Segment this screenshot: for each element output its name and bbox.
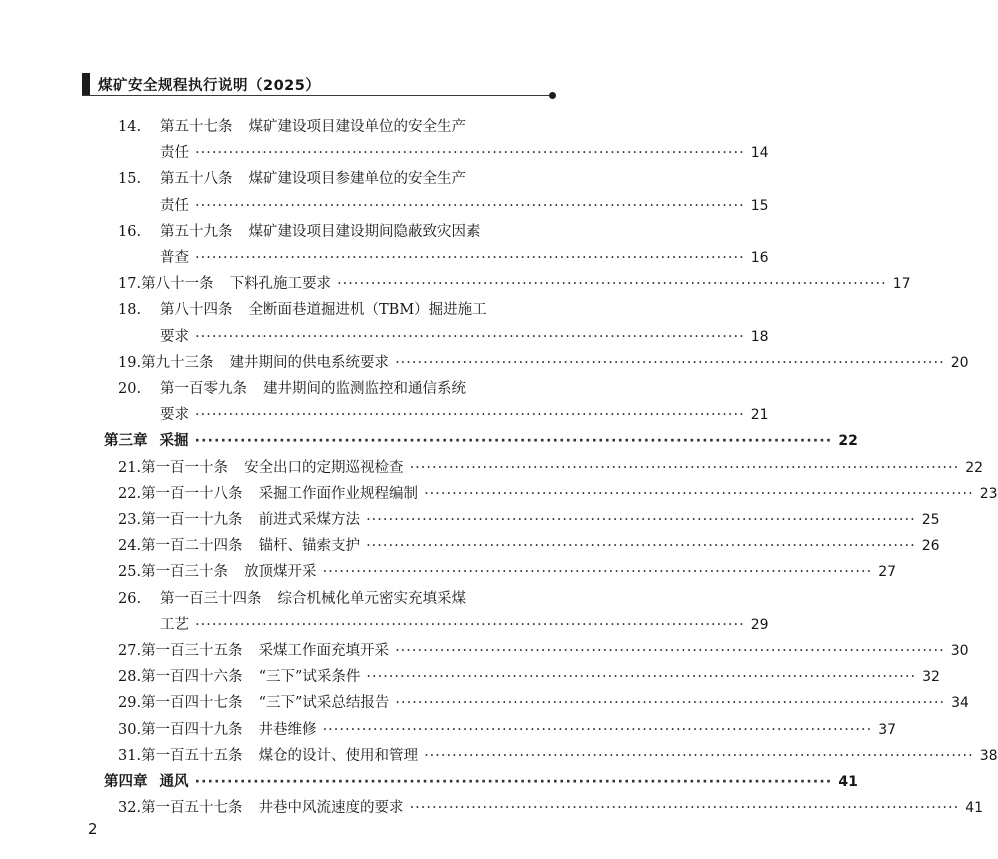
article-number: 第一百一十条 <box>141 459 229 476</box>
entry-number: 21. <box>118 459 142 476</box>
entry-title: 井巷维修 <box>258 721 317 738</box>
article-number: 第一百五十五条 <box>141 747 243 764</box>
entry-number: 18. <box>118 302 142 319</box>
chapter-number: 第四章 <box>104 774 148 790</box>
article-number: 第八十四条 <box>160 302 233 319</box>
article-number: 第一百三十条 <box>141 564 229 581</box>
page-ref: 18 <box>750 328 769 345</box>
entry-title: 建井期间的监测监控和通信系统 <box>263 381 466 397</box>
page-ref: 23 <box>979 485 998 502</box>
page-ref: 16 <box>750 250 769 266</box>
dot-leader: ·································································································· <box>366 538 916 555</box>
page-ref: 26 <box>921 538 940 555</box>
entry-number: 17. <box>118 276 142 293</box>
dot-leader: ·································································································· <box>395 354 945 371</box>
entry-title: 全断面巷道掘进机（TBM）掘进施工 <box>248 302 487 319</box>
toc-entry-continuation <box>160 327 769 347</box>
page-ref: 20 <box>950 354 969 371</box>
chapter-number: 第三章 <box>104 433 148 450</box>
page-ref: 27 <box>878 564 897 581</box>
toc-entry <box>118 536 940 556</box>
toc-entry <box>118 274 911 294</box>
entry-title-cont: 责任 <box>160 197 189 214</box>
page-ref: 30 <box>950 643 969 659</box>
dot-leader: ·································································································· <box>195 328 745 345</box>
article-number: 第一百一十九条 <box>141 512 243 528</box>
dot-leader: ·································································································· <box>194 774 833 790</box>
chapter-title <box>104 431 189 451</box>
chapter-heading <box>104 772 858 792</box>
entry-number: 31. <box>118 747 142 764</box>
dot-leader: ·································································································· <box>366 512 916 528</box>
chapter-heading <box>104 431 858 451</box>
article-number: 第一百五十七条 <box>141 800 243 817</box>
toc-entry <box>118 746 998 766</box>
dot-leader: ·································································································· <box>337 276 887 293</box>
toc-entry-continuation <box>160 405 769 425</box>
header-title: 煤矿安全规程执行说明（2025） <box>98 77 321 94</box>
article-number: 第九十三条 <box>141 354 214 371</box>
page-number: 2 <box>88 820 98 838</box>
dot-leader: ·································································································· <box>395 695 946 712</box>
entry-number: 25. <box>118 564 142 581</box>
toc-entry <box>118 484 998 504</box>
entry-number: 15. <box>118 171 142 188</box>
entry-number: 20. <box>118 381 142 397</box>
entry-title: 煤矿建设项目建设期间隐蔽致灾因素 <box>248 223 481 240</box>
page-ref: 22 <box>838 433 858 450</box>
header-block <box>82 73 320 95</box>
entry-number: 30. <box>118 721 142 738</box>
entry-number: 23. <box>118 512 142 528</box>
article-number: 第五十七条 <box>160 119 233 135</box>
entry-title: 井巷中风流速度的要求 <box>258 800 404 817</box>
page-ref: 21 <box>750 407 769 424</box>
entry-number: 32. <box>118 800 142 817</box>
header-dot <box>549 92 556 99</box>
dot-leader: ·································································································· <box>322 564 873 581</box>
entry-title: “三下”试采条件 <box>258 669 361 686</box>
dot-leader: ·································································································· <box>409 800 960 817</box>
article-number: 第一百零九条 <box>160 381 247 397</box>
page-ref: 41 <box>838 774 858 790</box>
entry-title-cont: 普查 <box>160 250 189 266</box>
page-ref: 38 <box>979 747 998 764</box>
dot-leader: ·································································································· <box>395 643 945 659</box>
entry-number: 28. <box>118 669 142 686</box>
dot-leader: ·································································································· <box>195 250 745 266</box>
chapter-title <box>104 772 189 792</box>
page-ref: 34 <box>951 695 969 712</box>
article-number: 第一百二十四条 <box>141 538 243 555</box>
toc-entry <box>118 562 897 582</box>
entry-number: 27. <box>118 643 142 659</box>
dot-leader: ·································································································· <box>424 485 974 502</box>
toc-entry <box>118 641 969 661</box>
entry-title: 采煤工作面充填开采 <box>258 643 390 659</box>
toc-entry <box>118 353 969 373</box>
toc-entry-continuation <box>160 248 769 268</box>
toc-entry <box>118 798 984 818</box>
entry-title-cont: 要求 <box>160 328 189 345</box>
article-number: 第一百三十五条 <box>141 643 243 659</box>
entry-title: 建井期间的供电系统要求 <box>229 354 390 371</box>
dot-leader: ·································································································· <box>409 459 960 476</box>
toc-entry <box>118 117 466 137</box>
page-ref: 22 <box>965 459 984 476</box>
page-ref: 14 <box>750 145 769 162</box>
toc-entry <box>118 667 940 687</box>
entry-number: 29. <box>118 695 142 712</box>
entry-title: 采掘工作面作业规程编制 <box>258 485 419 502</box>
toc-entry-continuation <box>160 143 769 163</box>
article-number: 第八十一条 <box>141 276 214 293</box>
article-number: 第五十八条 <box>160 171 233 188</box>
entry-title: 放顶煤开采 <box>244 564 317 581</box>
toc-entry-continuation <box>160 196 769 216</box>
page-ref: 15 <box>750 197 769 214</box>
chapter-name: 通风 <box>159 774 189 790</box>
entry-number: 26. <box>118 590 142 607</box>
dot-leader: ·································································································· <box>195 407 745 424</box>
article-number: 第一百三十四条 <box>160 590 262 607</box>
header-rule <box>82 95 552 96</box>
entry-title: 锚杆、锚索支护 <box>258 538 361 555</box>
entry-title-cont: 要求 <box>160 407 189 424</box>
entry-number: 24. <box>118 538 142 555</box>
article-number: 第一百四十七条 <box>141 695 243 712</box>
entry-number: 14. <box>118 119 142 135</box>
entry-title: 前进式采煤方法 <box>258 512 361 528</box>
page-ref: 17 <box>892 276 911 293</box>
entry-number: 19. <box>118 354 142 371</box>
dot-leader: ·································································································· <box>195 616 745 633</box>
entry-title-cont: 工艺 <box>160 616 189 633</box>
entry-title: 下料孔施工要求 <box>229 276 332 293</box>
page-ref: 25 <box>921 512 940 528</box>
dot-leader: ·································································································· <box>194 433 833 450</box>
entry-title: “三下”试采总结报告 <box>258 695 390 712</box>
toc-entry <box>118 458 984 478</box>
page-ref: 29 <box>750 616 769 633</box>
page-ref: 37 <box>878 721 897 738</box>
entry-number: 22. <box>118 485 142 502</box>
article-number: 第一百一十八条 <box>141 485 243 502</box>
entry-title: 综合机械化单元密实充填采煤 <box>277 590 466 607</box>
page-ref: 41 <box>965 800 984 817</box>
entry-number: 16. <box>118 223 142 240</box>
article-number: 第五十九条 <box>160 223 233 240</box>
toc-entry <box>118 169 466 189</box>
dot-leader: ·································································································· <box>424 747 974 764</box>
toc-entry <box>118 589 466 609</box>
entry-title: 煤仓的设计、使用和管理 <box>258 747 419 764</box>
dot-leader: ·································································································· <box>322 721 873 738</box>
toc-entry <box>118 300 487 320</box>
article-number: 第一百四十六条 <box>141 669 243 686</box>
dot-leader: ·································································································· <box>195 197 745 214</box>
toc-entry <box>118 222 481 242</box>
dot-leader: ·································································································· <box>195 145 745 162</box>
article-number: 第一百四十九条 <box>141 721 243 738</box>
toc-entry <box>118 510 940 530</box>
entry-title: 安全出口的定期巡视检查 <box>244 459 404 476</box>
header-bar <box>82 73 90 95</box>
toc-entry-continuation <box>160 615 769 635</box>
dot-leader: ·································································································· <box>366 669 917 686</box>
entry-title: 煤矿建设项目建设单位的安全生产 <box>248 119 466 135</box>
toc-entry <box>118 693 969 713</box>
entry-title: 煤矿建设项目参建单位的安全生产 <box>248 171 466 188</box>
entry-title-cont: 责任 <box>160 145 189 162</box>
chapter-name: 采掘 <box>159 433 189 450</box>
page-ref: 32 <box>922 669 940 686</box>
toc-entry <box>118 720 897 740</box>
toc-entry <box>118 379 466 399</box>
